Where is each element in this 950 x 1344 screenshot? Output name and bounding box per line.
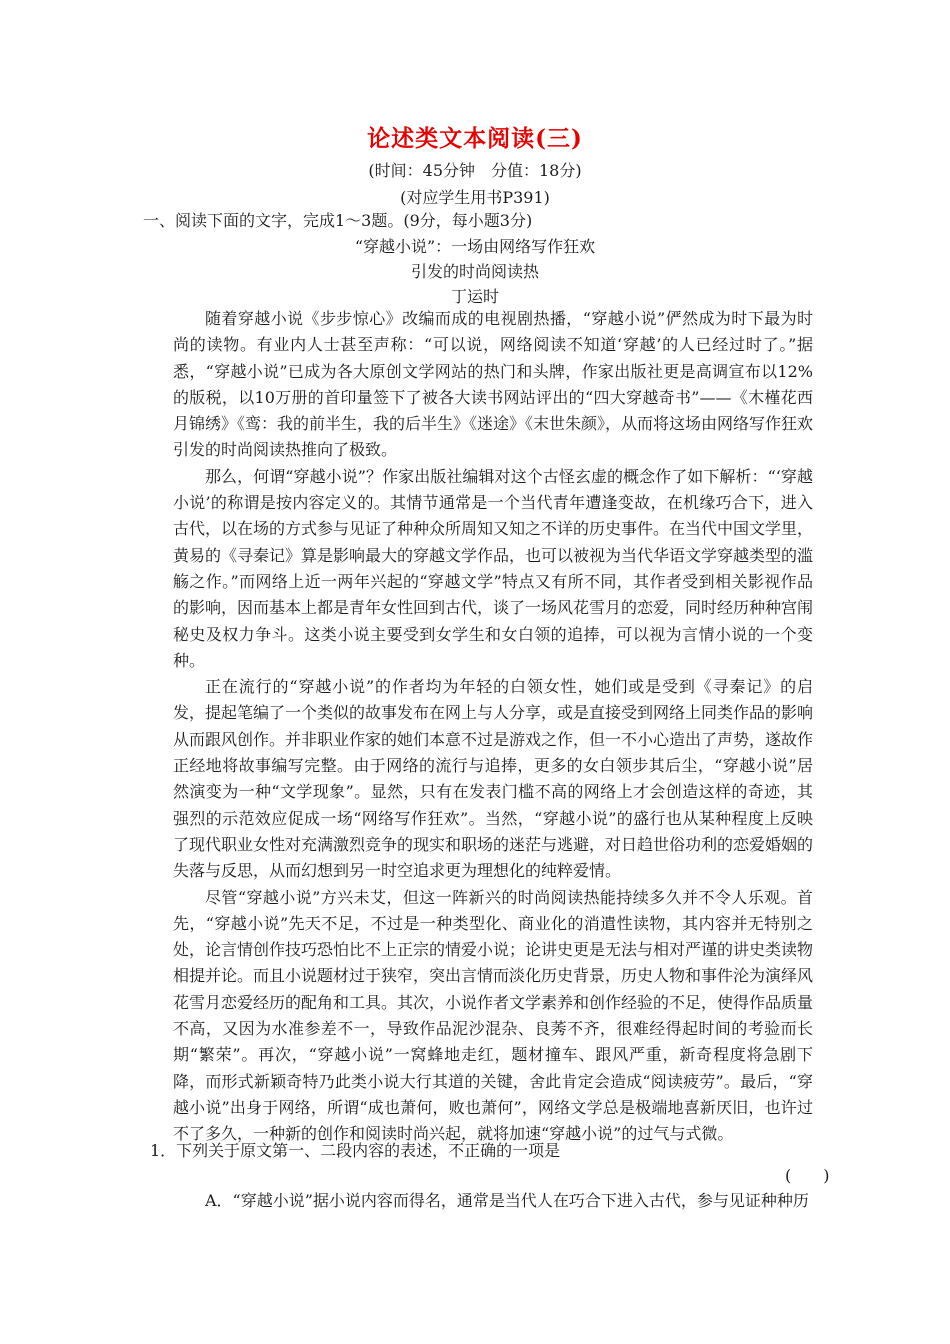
reference-line: (对应学生用书P391) xyxy=(400,188,550,207)
paragraph-4: 尽管“穿越小说”方兴未艾，但这一阵新兴的时尚阅读热能持续多久并不令人乐观。首先，“穿越小说”先天不足，不过是一种类型化、商业化的消遣性读物，其内容并无特别之处，论言情创作技巧恐怕比不上正宗的情爱小说；论讲史更是无法与相对严谨的讲史类读物相提并论。而且小说题材过于狭窄，突出言情而淡化历史背景，历史人物和事件沦为演绎风花雪月恋爱经历的配角和工具。其次，小说作者文学素养和创作经验的不足，使得作品质量不高，又因为水准参差不一，导致作品泥沙混杂、良莠不齐，很难经得起时间的考验而长期“繁荣”。再次，“穿越小说”一窝蜂地走红，题材撞车、跟风严重，新奇程度将急剧下降，而形式新颖奇特乃此类小说大行其道的关键，舍此肯定会造成“阅读疲劳”。最后，“穿越小说”出身于网络，所谓“成也萧何，败也萧何”，网络文学总是极端地喜新厌旧，也许过不了多久，一种新的创作和阅读时尚兴起，就将加速“穿越小说”的过气与式微。 xyxy=(173,887,814,1144)
paragraph-1: 随着穿越小说《步步惊心》改编而成的电视剧热播，“穿越小说”俨然成为时下最为时尚的读物。有业内人士甚至声称：“可以说，网络阅读不知道‘穿越’的人已经过时了。”据悉，“穿越小说”已成为各大原创文学网站的热门和头牌，作家出版社更是高调宣布以12%的版税，以10万册的首印量签下了被各大读书网站评出的“四大穿越奇书”——《木槿花西月锦绣》《鸾：我的前半生，我的后半生》《迷途》《末世朱颜》，从而将这场由网络写作狂欢引发的时尚阅读热推向了极致。 xyxy=(173,309,814,460)
section-heading: 一、阅读下面的文字，完成1～3题。(9分，每小题3分) xyxy=(143,211,533,230)
option-a: A．“穿越小说”据小说内容而得名，通常是当代人在巧合下进入古代，参与见证种种历 xyxy=(205,1191,809,1210)
page-title: 论述类文本阅读(三) xyxy=(367,125,583,152)
paragraph-3: 正在流行的“穿越小说”的作者均为年轻的白领女性，她们或是受到《寻秦记》的启发，提起笔编了一个类似的故事发布在网上与人分享，或是直接受到网络上同类作品的影响从而跟风创作。并非职业作家的她们本意不过是游戏之作，但一不小心造出了声势，遂故作正经地将故事编写完整。由于网络的流行与追捧，更多的女白领步其后尘，“穿越小说”居然演变为一种“文学现象”。显然，只有在发表门槛不高的网络上才会创造这样的奇迹，其强烈的示范效应促成一场“网络写作狂欢”。当然，“穿越小说”的盛行也从某种程度上反映了现代职业女性对充满激烈竞争的现实和职场的迷茫与逃避，对日趋世俗功利的恋爱婚姻的失落与反思，从而幻想到另一时空追求更为理想化的纯粹爱情。 xyxy=(173,677,814,881)
article-title-line-2: 引发的时尚阅读热 xyxy=(410,262,539,281)
time-score-line: (时间：45分钟 分值：18分) xyxy=(368,161,582,180)
answer-blank: ( ) xyxy=(785,1166,830,1185)
article-author: 丁运时 xyxy=(450,287,499,306)
paragraph-2: 那么，何谓“穿越小说”？作家出版社编辑对这个古怪玄虚的概念作了如下解析：“‘穿越小说’的称谓是按内容定义的。其情节通常是一个当代青年遭逢变故，在机缘巧合下，进入古代，以在场的方式参与见证了种种众所周知又知之不详的历史事件。在当代中国文学里，黄易的《寻秦记》算是影响最大的穿越文学作品，也可以被视为当代华语文学穿越类型的滥觞之作。”而网络上近一两年兴起的“穿越文学”特点又有所不同，其作者受到相关影视作品的影响，因而基本上都是青年女性回到古代，谈了一场风花雪月的恋爱，同时经历种种宫闱秘史及权力争斗。这类小说主要受到女学生和女白领的追捧，可以视为言情小说的一个变种。 xyxy=(173,466,814,670)
article-body xyxy=(173,306,813,1148)
question-1: 1．下列关于原文第一、二段内容的表述，不正确的一项是 xyxy=(150,1141,561,1160)
article-title-line-1: “穿越小说”：一场由网络写作狂欢 xyxy=(354,237,596,256)
